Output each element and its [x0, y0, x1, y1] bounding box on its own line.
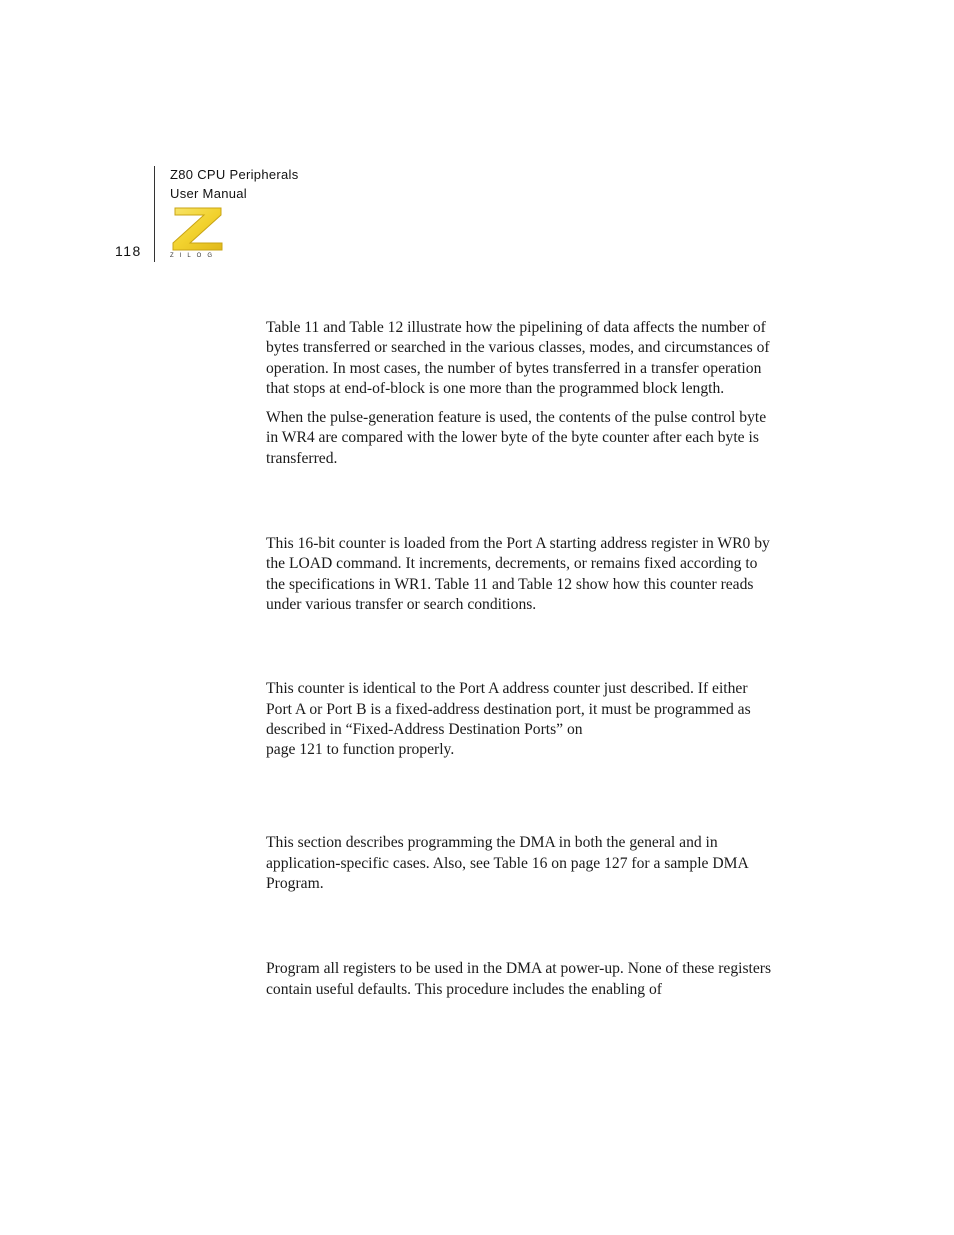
- header-divider: [154, 166, 155, 262]
- cross-reference-link[interactable]: page 121 to function properly.: [266, 741, 455, 759]
- paragraph-port-b-address-counter: [266, 679, 776, 760]
- paragraph-port-a-address-counter: This 16-bit counter is loaded from the Port A starting address register in WR0 by the LOAD command. It increments, decrements, or remains fixed according to the specifications in WR1. Table 11 and Table 12 show how this counter reads under various transfer or search conditions.: [266, 535, 770, 613]
- zilog-logo: [170, 206, 226, 262]
- page-header: [0, 0, 954, 280]
- paragraph-pulse-generation: When the pulse-generation feature is used, the contents of the pulse control byte in WR4 are compared with the lower byte of the byte counter after each byte is transferred.: [266, 409, 767, 467]
- zilog-z-icon: [170, 206, 226, 252]
- page-number: 118: [115, 243, 142, 259]
- document-title-line1: Z80 CPU Peripherals: [170, 167, 299, 182]
- document-title-line2: User Manual: [170, 186, 247, 201]
- document-title: [170, 165, 299, 203]
- paragraph-power-up-programming: Program all registers to be used in the DMA at power-up. None of these registers contain useful defaults. This procedure includes the enabling of: [266, 960, 772, 998]
- logo-wordmark: ZILOG: [170, 253, 219, 259]
- paragraph-pipelining: Table 11 and Table 12 illustrate how the pipelining of data affects the number of bytes transferred or searched in the various classes, modes, and circumstances of operation. In most cases, the number of bytes transferred in a transfer operation that stops at end-of-block is one more than the programmed block length.: [266, 319, 770, 397]
- page-body: [266, 318, 776, 1000]
- paragraph-programming-overview: This section describes programming the DMA in both the general and in application-specific cases. Also, see Table 16 on page 127 for a sample DMA Program.: [266, 834, 748, 893]
- paragraph-port-b-text: This counter is identical to the Port A address counter just described. If either Port A or Port B is a fixed-address destination port, it must be programmed as described in “Fixed-Address Destination Ports” on: [266, 680, 751, 738]
